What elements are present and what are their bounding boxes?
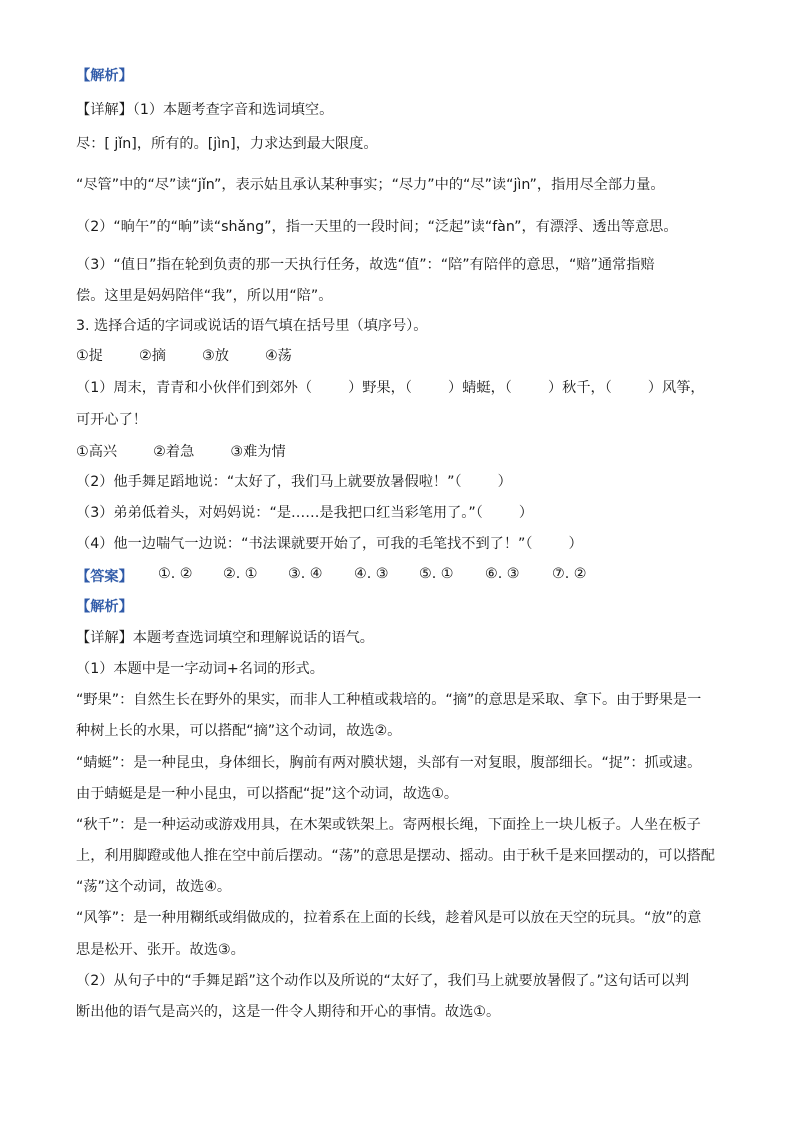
text-line: 思是松开、张开。故选③。 [76,942,245,958]
answer-item: ⑤. ① [419,566,454,582]
text-line: 断出他的语气是高兴的，这是一件令人期待和开心的事情。故选①。 [76,1004,501,1020]
section-heading-analysis: 【解析】 [76,68,133,84]
text-line: “秋千”：是一种运动或游戏用具，在木架或铁架上。寄两根长绳，下面拴上一块儿板子。人坐在板子 [76,817,701,833]
answer-item: ⑥. ③ [485,566,520,582]
section-heading-analysis: 【解析】 [76,599,133,615]
question-line: （1）周末，青青和小伙伴们到郊外（ ）野果，（ ）蜻蜓，（ ）秋千，（ ）风筝， [76,380,705,396]
answer-item: ②. ① [223,566,258,582]
text-line: 偿。这里是妈妈陪伴“我”，所以用“陪”。 [76,288,333,304]
question-title: 3. 选择合适的字词或说话的语气填在括号里（填序号）。 [76,318,428,334]
answer-row [76,566,716,588]
text-line: （3）“值日”指在轮到负责的那一天执行任务，故选“值”：“陪”有陪伴的意思，“赔”通常指赔 [76,257,655,273]
question-line: （3）弟弟低着头，对妈妈说：“是……是我把口红当彩笔用了。”（ ） [76,505,534,521]
text-line: “风筝”：是一种用糊纸或绢做成的，拉着系在上面的长线，趁着风是可以放在天空的玩具。“放”的意 [76,910,702,926]
text-line: 由于蜻蜓是是一种小昆虫，可以搭配“捉”这个动词，故选①。 [76,786,459,802]
text-line: “蜻蜓”：是一种昆虫，身体细长，胸前有两对膜状翅，头部有一对复眼，腹部细长。“捉”：抓或逮。 [76,755,702,771]
text-line: 【详解】本题考查选词填空和理解说话的语气。 [76,630,374,646]
text-line: “荡”这个动词，故选④。 [76,879,232,895]
text-line: 【详解】（1）本题考查字音和选词填空。 [76,102,334,118]
text-line: 上，利用脚蹬或他人推在空中前后摆动。“荡”的意思是摆动、摇动。由于秋千是来回摆动的，可以搭配 [76,848,715,864]
text-line: （1）本题中是一字动词+名词的形式。 [76,661,324,677]
answer-item: ⑦. ② [552,566,587,582]
answer-item: ①. ② [158,566,193,582]
word-options: ①捉 ②摘 ③放 ④荡 [76,348,292,364]
tone-options: ①高兴 ②着急 ③难为情 [76,444,286,460]
question-line: 可开心了！ [76,412,147,428]
text-line: “尽管”中的“尽”读“jǐn”，表示姑且承认某种事实；“尽力”中的“尽”读“jìn”，指用尽全部力量。 [76,177,665,193]
text-line: “野果”：自然生长在野外的果实，而非人工种植或栽培的。“摘”的意思是采取、拿下。由于野果是一 [76,692,702,708]
text-line: （2）从句子中的“手舞足蹈”这个动作以及所说的“太好了，我们马上就要放暑假了。”这句话可以判 [76,973,690,989]
text-line: （2）“晌午”的“晌”读“shǎng”，指一天里的一段时间；“泛起”读“fàn”，有漂浮、透出等意思。 [76,219,678,235]
text-line: 尽：[ jǐn]，所有的。[jìn]，力求达到最大限度。 [76,136,378,152]
answer-item: ④. ③ [354,566,389,582]
question-line: （4）他一边喘气一边说：“书法课就要开始了，可我的毛笔找不到了！”（ ） [76,536,583,552]
answer-item: ③. ④ [288,566,323,582]
question-line: （2）他手舞足蹈地说：“太好了，我们马上就要放暑假啦！”（ ） [76,474,512,490]
answer-label: 【答案】 [76,569,133,585]
text-line: 种树上长的水果，可以搭配“摘”这个动词，故选②。 [76,723,402,739]
